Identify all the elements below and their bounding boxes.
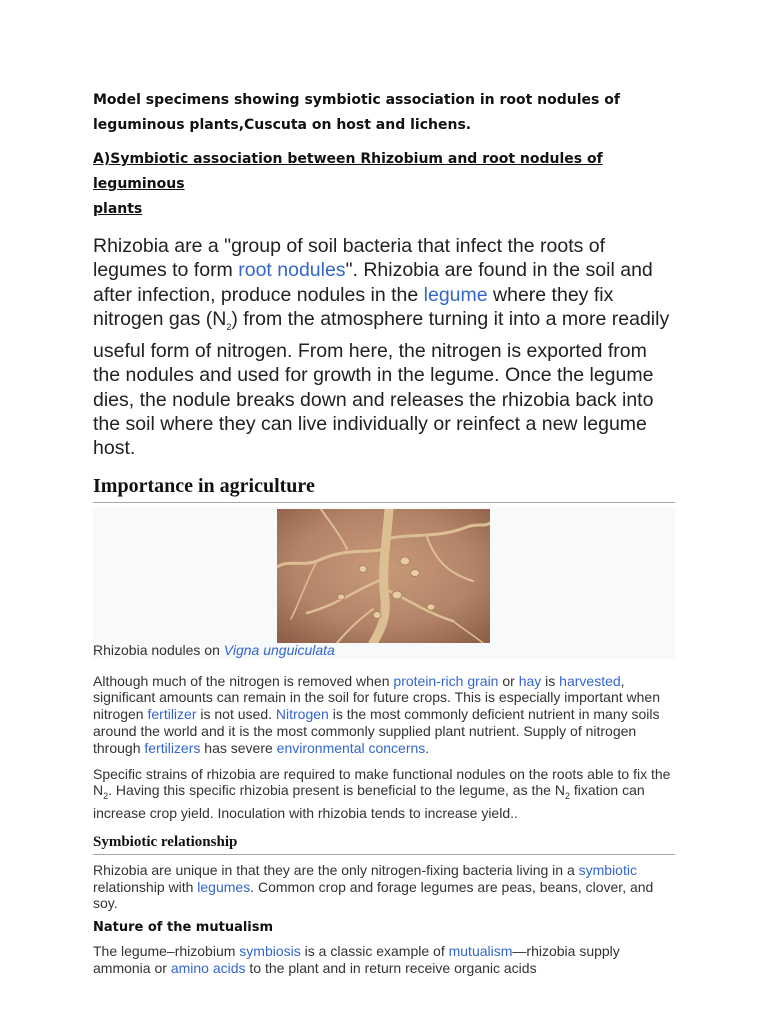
para1-text: or	[498, 672, 519, 689]
root-nodules-photo	[277, 509, 490, 643]
agriculture-paragraph-2	[93, 766, 678, 822]
para4-text: —rhizobia supply ammonia or	[93, 943, 620, 976]
para1-text: has severe	[200, 739, 277, 756]
agriculture-paragraph-1	[93, 673, 678, 757]
harvested-link[interactable]: harvested	[559, 672, 621, 689]
lead-text-3: where they fix nitrogen gas (N	[93, 283, 614, 330]
section-a-line-1: A)Symbiotic association between Rhizobium and root nodules of leguminous	[93, 151, 603, 192]
section-a-line-2: plants	[93, 201, 143, 217]
lead-subscript: 2	[226, 321, 232, 332]
symbiotic-relationship-heading: Symbiotic relationship	[93, 834, 675, 855]
para1-text: is	[541, 672, 560, 689]
lead-text-1: Rhizobia are a "group of soil bacteria that infect the roots of legumes to form	[93, 235, 606, 282]
protein-rich-link[interactable]: protein-rich	[393, 672, 464, 689]
page-title	[93, 88, 675, 138]
environmental-concerns-link[interactable]: environmental concerns	[276, 739, 426, 756]
title-line-1: Model specimens showing symbiotic association in root nodules of	[93, 92, 620, 108]
symbiotic-paragraph	[93, 862, 678, 912]
para4-text: The legume–rhizobium	[93, 943, 240, 960]
para3-text: relationship with	[93, 878, 198, 895]
amino-acids-link[interactable]: amino acids	[170, 959, 246, 976]
legume-link[interactable]: legume	[423, 283, 488, 306]
symbiosis-link[interactable]: symbiosis	[239, 943, 301, 960]
nature-of-mutualism-heading: Nature of the mutualism	[93, 920, 274, 936]
para1-text: Although much of the nitrogen is removed when	[93, 672, 394, 689]
lead-text-4: ) from the atmosphere turning it into a more readily useful form of nitrogen. From here, the nitrogen is exported from the nodules and used for growth in the legume. Once the legume dies, the nodule breaks down and releases the rhizobia back into the soil where they can live individually or reinfect a new legume host.	[93, 307, 670, 460]
para1-text: .	[425, 739, 430, 756]
fertilizer-link[interactable]: fertilizer	[147, 706, 197, 723]
mutualism-link[interactable]: mutualism	[448, 943, 513, 960]
caption-species-link[interactable]: Vigna unguiculata	[223, 641, 335, 658]
figure-caption	[93, 641, 335, 659]
root-nodules-link[interactable]: root nodules	[238, 259, 346, 282]
para3-text: . Common crop and forage legumes are peas, beans, clover, and soy.	[93, 878, 654, 912]
legumes-link[interactable]: legumes	[197, 878, 251, 895]
lead-text-2: ". Rhizobia are found in the soil and after infection, produce nodules in the	[93, 259, 653, 306]
para4-text: is a classic example of	[300, 943, 449, 960]
symbiotic-link[interactable]: symbiotic	[578, 861, 637, 878]
para2-subscript: 2	[564, 791, 570, 802]
para2-text: . Having this specific rhizobia present is beneficial to the legume, as the N	[108, 782, 565, 799]
title-line-2: leguminous plants,Cuscuta on host and lichens.	[93, 117, 472, 133]
nitrogen-link[interactable]: Nitrogen	[275, 706, 329, 723]
para1-text: is not used.	[196, 706, 276, 723]
fertilizers-link[interactable]: fertilizers	[144, 739, 201, 756]
caption-text: Rhizobia nodules on	[93, 641, 224, 658]
para2-text: Specific strains of rhizobia are required to make functional nodules on the roots able to fix the N	[93, 765, 671, 799]
para1-text: is the most commonly deficient nutrient in many soils around the world and it is the most commonly supplied plant nutrient. Supply of nitrogen through	[93, 706, 660, 756]
section-a-heading	[93, 147, 675, 222]
figure	[93, 507, 675, 659]
para1-text: , significant amounts can remain in the soil for future crops. This is especially important when nitrogen	[93, 672, 661, 723]
para2-subscript: 2	[103, 791, 109, 802]
mutualism-paragraph	[93, 943, 678, 977]
hay-link[interactable]: hay	[518, 672, 542, 689]
importance-heading: Importance in agriculture	[93, 475, 675, 503]
para3-text: Rhizobia are unique in that they are the only nitrogen-fixing bacteria living in a	[93, 861, 579, 878]
para2-text: fixation can increase crop yield. Inoculation with rhizobia tends to increase yield..	[93, 782, 645, 821]
document-page	[93, 88, 675, 977]
lead-paragraph	[93, 234, 678, 461]
para4-text: to the plant and in return receive organic acids	[245, 959, 537, 976]
grain-link[interactable]: grain	[467, 672, 499, 689]
